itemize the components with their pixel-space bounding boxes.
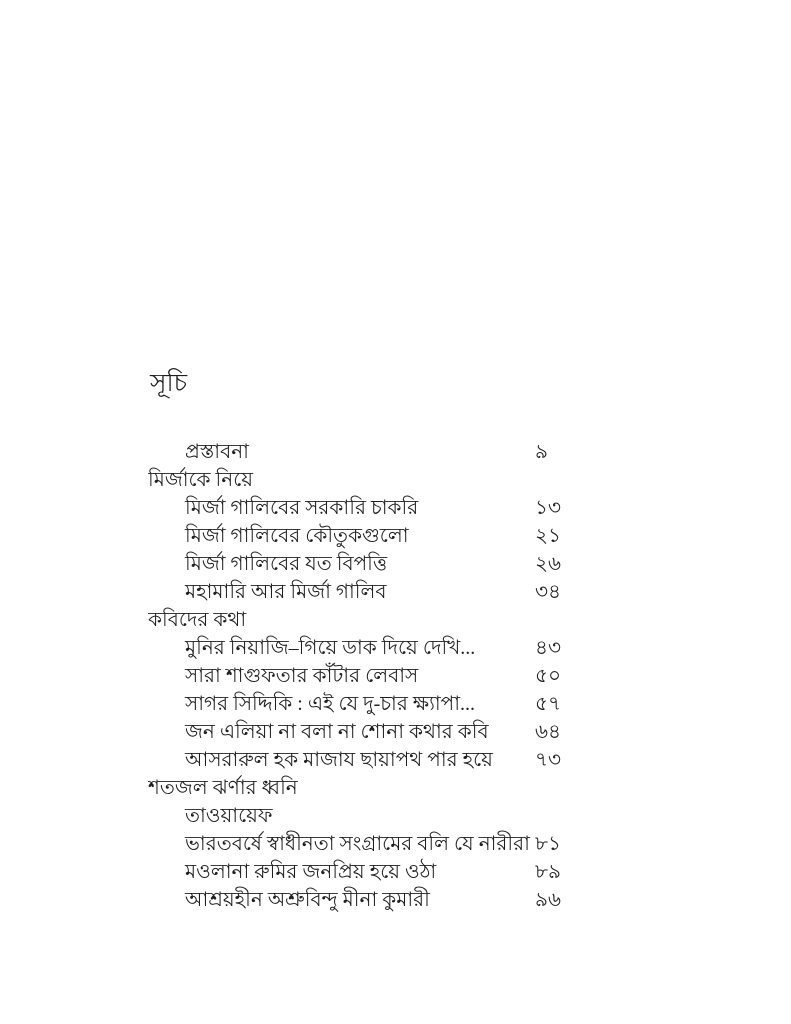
- toc-entry: [148, 718, 564, 746]
- toc-section-heading: [148, 606, 564, 634]
- toc-rows: [148, 438, 564, 914]
- toc-entry: [148, 746, 564, 774]
- toc-entry: [148, 494, 564, 522]
- toc-entry-page-number: ৮৯: [535, 861, 561, 883]
- toc-entry-page-number: ২৬: [535, 553, 562, 575]
- toc-entry-label: সারা শাগুফতার কাঁটার লেবাস: [185, 665, 419, 687]
- toc-entry: [148, 830, 564, 858]
- toc-entry: [148, 886, 564, 914]
- toc-entry: [148, 578, 564, 606]
- toc-section-heading: [148, 774, 564, 802]
- toc-entry-label: মির্জা গালিবের কৌতুকগুলো: [185, 525, 409, 547]
- toc-entry: [148, 690, 564, 718]
- toc-section-label: কবিদের কথা: [148, 609, 247, 631]
- toc-entry-label: মির্জা গালিবের সরকারি চাকরি: [185, 497, 419, 519]
- toc-entry-page-number: ৫০: [535, 665, 561, 687]
- toc-entry-page-number: ৬৪: [535, 721, 561, 743]
- toc-entry-page-number: ৫৭: [535, 693, 561, 715]
- toc-entry-page-number: ৭৩: [535, 749, 562, 771]
- toc-entry: [148, 662, 564, 690]
- toc-entry-label: আশ্রয়হীন অশ্রুবিন্দু মীনা কুমারী: [185, 889, 430, 911]
- toc-entry: [148, 438, 564, 466]
- toc-section-label: শতজল ঝর্ণার ধ্বনি: [148, 777, 298, 799]
- toc-entry: [148, 858, 564, 886]
- toc-entry: [148, 522, 564, 550]
- toc-entry-label: মওলানা রুমির জনপ্রিয় হয়ে ওঠা: [185, 861, 437, 883]
- toc-entry-label: মহামারি আর মির্জা গালিব: [185, 581, 387, 603]
- toc-entry-label: জন এলিয়া না বলা না শোনা কথার কবি: [185, 721, 489, 743]
- toc-entry-label: সাগর সিদ্দিকি : এই যে দু-চার ক্ষ্যাপা...: [185, 693, 476, 715]
- toc-subheading-label: তাওয়ায়েফ: [185, 805, 273, 827]
- toc-entry-label: আসরারুল হক মাজায ছায়াপথ পার হয়ে: [185, 749, 493, 771]
- toc-entry-page-number: ৪৩: [535, 637, 561, 659]
- toc-section-heading: [148, 466, 564, 494]
- toc-entry: [148, 634, 564, 662]
- toc-entry-page-number: ৯: [535, 441, 548, 463]
- toc-entry-label: প্রস্তাবনা: [185, 441, 249, 463]
- toc-subheading: [148, 802, 564, 830]
- toc-entry-page-number: ৮১: [535, 833, 561, 855]
- toc-entry-page-number: ২১: [535, 525, 561, 547]
- toc-entry-label: মুনির নিয়াজি–গিয়ে ডাক দিয়ে দেখি...: [185, 637, 476, 659]
- toc-entry-page-number: ৩৪: [535, 581, 561, 603]
- toc-entry-page-number: ১৩: [535, 497, 561, 519]
- toc-entry: [148, 550, 564, 578]
- toc-entry-page-number: ৯৬: [535, 889, 561, 911]
- table-of-contents: [148, 366, 564, 914]
- toc-entry-label: মির্জা গালিবের যত বিপত্তি: [185, 553, 388, 575]
- toc-title: সূচি: [150, 370, 188, 397]
- toc-entry-label: ভারতবর্ষে স্বাধীনতা সংগ্রামের বলি যে নারীরা: [185, 833, 530, 855]
- toc-section-label: মির্জাকে নিয়ে: [148, 469, 254, 491]
